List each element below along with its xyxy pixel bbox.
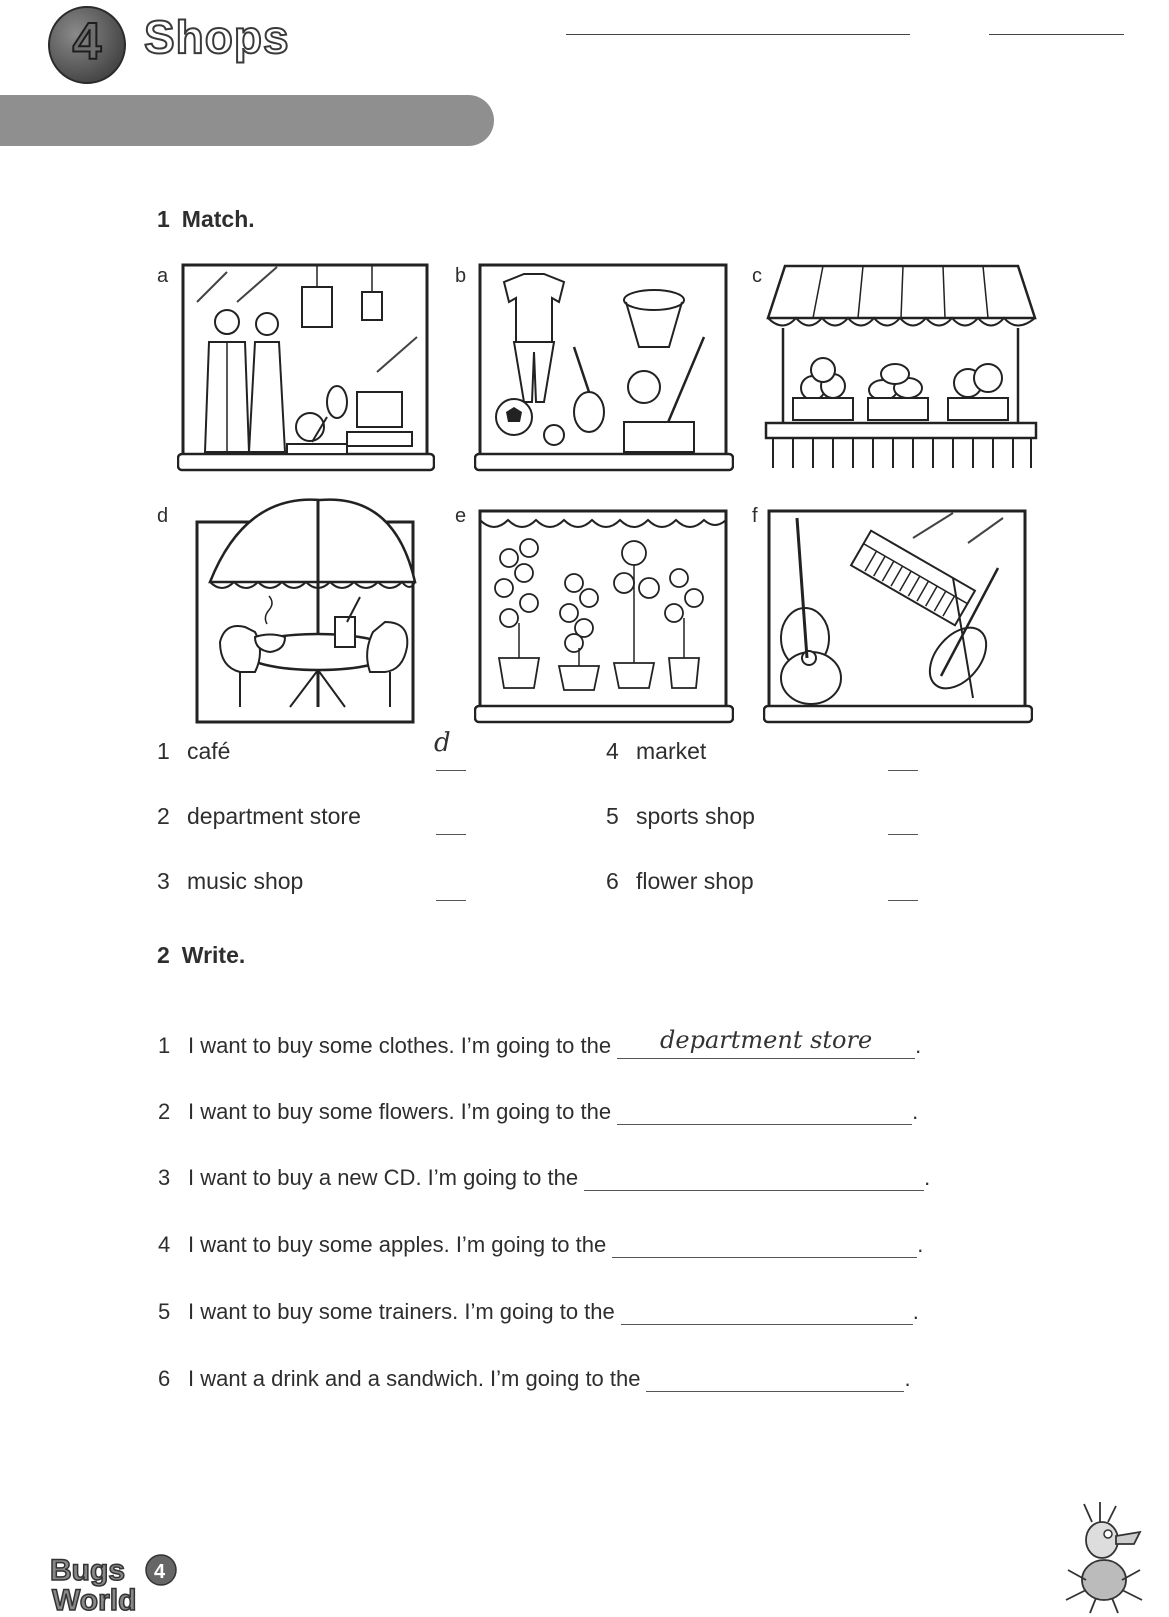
match-item-5 xyxy=(606,803,755,830)
logo-line-1: Bugs xyxy=(50,1554,125,1587)
header-banner xyxy=(0,95,494,146)
match-item-number: 4 xyxy=(606,738,619,764)
logo-level: 4 xyxy=(154,1561,166,1583)
write-item-number: 5 xyxy=(158,1299,171,1324)
match-answer-line-1[interactable] xyxy=(436,770,466,771)
match-item-number: 2 xyxy=(157,803,170,829)
write-item-end: . xyxy=(924,1165,931,1190)
name-line[interactable] xyxy=(566,34,910,35)
match-item-4 xyxy=(606,738,706,765)
write-item-sentence: I want to buy some apples. I’m going to the xyxy=(188,1232,607,1257)
exercise-2-title: Write. xyxy=(181,942,246,968)
picture-letter-a: a xyxy=(157,265,169,287)
write-item-end: . xyxy=(917,1232,924,1257)
mascot-bug-illustration xyxy=(1064,1500,1144,1615)
write-item-sentence: I want to buy some clothes. I’m going to the xyxy=(188,1033,612,1058)
write-item-sentence: I want to buy some flowers. I’m going to the xyxy=(188,1099,612,1124)
write-answer-blank-4[interactable] xyxy=(612,1231,917,1258)
exercise-1-number: 1 xyxy=(157,206,170,232)
write-answer-blank-5[interactable] xyxy=(621,1298,913,1325)
match-item-6 xyxy=(606,868,754,895)
exercise-2-heading xyxy=(157,942,245,969)
match-item-3 xyxy=(157,868,303,895)
picture-letter-f: f xyxy=(752,505,758,527)
write-answer-blank-1[interactable] xyxy=(617,1026,915,1059)
picture-e-flower-window xyxy=(474,508,734,728)
picture-letter-c: c xyxy=(752,265,762,287)
write-item-end: . xyxy=(912,1099,919,1124)
logo-line-2: World xyxy=(52,1584,137,1616)
write-item-sentence: I want a drink and a sandwich. I’m going to the xyxy=(188,1366,641,1391)
picture-letter-d: d xyxy=(157,505,169,527)
write-item-number: 2 xyxy=(158,1099,171,1124)
write-item-number: 3 xyxy=(158,1165,171,1190)
picture-d-cafe xyxy=(185,492,425,730)
match-item-number: 5 xyxy=(606,803,619,829)
match-item-number: 1 xyxy=(157,738,170,764)
match-answer-line-4[interactable] xyxy=(888,770,918,771)
picture-f-music-window xyxy=(763,508,1033,728)
match-answer-line-5[interactable] xyxy=(888,834,918,835)
write-item-2 xyxy=(158,1098,918,1125)
write-item-number: 1 xyxy=(158,1033,171,1058)
match-item-label: flower shop xyxy=(636,868,754,894)
write-item-end: . xyxy=(904,1366,911,1391)
unit-number-badge xyxy=(48,6,126,84)
match-item-label: department store xyxy=(187,803,361,829)
write-item-sentence: I want to buy a new CD. I’m going to the xyxy=(188,1165,579,1190)
match-item-label: music shop xyxy=(187,868,304,894)
match-answer-line-6[interactable] xyxy=(888,900,918,901)
date-line[interactable] xyxy=(989,34,1124,35)
write-item-3 xyxy=(158,1164,930,1191)
write-item-5 xyxy=(158,1298,919,1325)
picture-c-market-stall xyxy=(763,258,1038,476)
write-answer-blank-6[interactable] xyxy=(646,1365,904,1392)
write-answer-1: department store xyxy=(660,1026,873,1054)
unit-number: 4 xyxy=(72,13,102,71)
picture-b-sports-window xyxy=(474,262,734,474)
write-answer-blank-3[interactable] xyxy=(584,1164,924,1191)
match-item-label: sports shop xyxy=(636,803,755,829)
match-answer-1[interactable]: d xyxy=(434,728,451,758)
picture-letter-e: e xyxy=(455,505,467,527)
write-item-1 xyxy=(158,1026,922,1059)
write-item-4 xyxy=(158,1231,923,1258)
match-item-label: café xyxy=(187,738,231,764)
exercise-1-heading xyxy=(157,206,255,233)
unit-title: Shops xyxy=(144,11,290,63)
exercise-2-number: 2 xyxy=(157,942,170,968)
write-item-sentence: I want to buy some trainers. I’m going to the xyxy=(188,1299,615,1324)
match-item-1 xyxy=(157,738,230,765)
picture-letter-b: b xyxy=(455,265,467,287)
write-answer-blank-2[interactable] xyxy=(617,1098,912,1125)
picture-a-clothes-window xyxy=(177,262,435,474)
write-item-6 xyxy=(158,1365,911,1392)
match-item-label: market xyxy=(636,738,707,764)
write-item-end: . xyxy=(912,1299,919,1324)
match-answer-line-3[interactable] xyxy=(436,900,466,901)
match-item-number: 3 xyxy=(157,868,170,894)
match-answer-line-2[interactable] xyxy=(436,834,466,835)
write-item-number: 4 xyxy=(158,1232,171,1257)
write-item-number: 6 xyxy=(158,1366,171,1391)
match-item-number: 6 xyxy=(606,868,619,894)
exercise-1-title: Match. xyxy=(181,206,255,232)
write-item-end: . xyxy=(915,1033,922,1058)
bugs-world-logo xyxy=(48,1552,183,1616)
match-item-2 xyxy=(157,803,361,830)
